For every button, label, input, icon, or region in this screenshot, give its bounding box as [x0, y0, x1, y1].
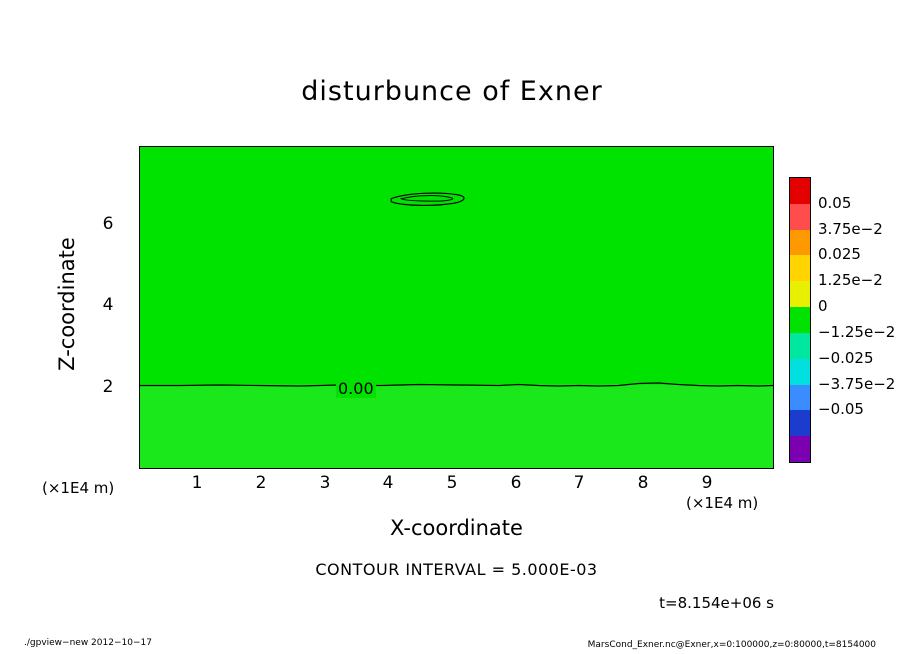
colorbar-tick-label: −0.025	[818, 348, 874, 367]
x-tick-3: 3	[319, 473, 331, 493]
colorbar-tick-label: −0.05	[818, 400, 864, 419]
x-tick-1: 1	[191, 473, 203, 493]
colorbar-cell	[790, 385, 810, 411]
page-title: disturbunce of Exner	[301, 76, 603, 107]
contour-plot-svg	[140, 147, 773, 468]
colorbar-tick-label: 0.05	[818, 193, 852, 212]
x-tick-5: 5	[446, 473, 458, 493]
footer-right: MarsCond_Exner.nc@Exner,x=0:100000,z=0:80000,t=8154000	[587, 640, 876, 650]
x-tick-7: 7	[573, 473, 585, 493]
colorbar-cell	[790, 281, 810, 307]
colorbar-cell	[790, 436, 810, 462]
plot-area	[139, 146, 774, 469]
x-tick-8: 8	[637, 473, 649, 493]
colorbar-cell	[790, 359, 810, 385]
x-tick-6: 6	[510, 473, 522, 493]
colorbar	[789, 177, 811, 463]
colorbar-cell	[790, 307, 810, 333]
colorbar-tick-label: 0.025	[818, 245, 861, 264]
x-axis-unit: (×1E4 m)	[686, 494, 759, 512]
contour-interval-note: CONTOUR INTERVAL = 5.000E-03	[315, 560, 598, 579]
x-tick-2: 2	[255, 473, 267, 493]
colorbar-tick-label: −1.25e−2	[818, 322, 896, 341]
x-axis-label: X-coordinate	[390, 516, 523, 540]
x-tick-9: 9	[701, 473, 713, 493]
colorbar-cell	[790, 204, 810, 230]
y-axis-label: Z-coordinate	[55, 237, 79, 371]
colorbar-cell	[790, 255, 810, 281]
colorbar-cell	[790, 178, 810, 204]
y-tick-4: 4	[102, 295, 114, 315]
colorbar-cell	[790, 230, 810, 256]
y-tick-2: 2	[102, 377, 114, 397]
contour-label: 0.00	[338, 379, 374, 398]
colorbar-tick-label: −3.75e−2	[818, 374, 896, 393]
time-note: t=8.154e+06 s	[659, 594, 774, 612]
colorbar-cell	[790, 410, 810, 436]
colorbar-tick-label: 1.25e−2	[818, 271, 883, 290]
y-axis-unit: (×1E4 m)	[42, 479, 115, 497]
x-tick-4: 4	[382, 473, 394, 493]
colorbar-cell	[790, 333, 810, 359]
colorbar-tick-label: 3.75e−2	[818, 219, 883, 238]
y-tick-6: 6	[102, 214, 114, 234]
field-lower-band	[140, 385, 773, 468]
footer-left: ./gpview−new 2012−10−17	[24, 638, 152, 648]
colorbar-tick-label: 0	[818, 297, 828, 316]
